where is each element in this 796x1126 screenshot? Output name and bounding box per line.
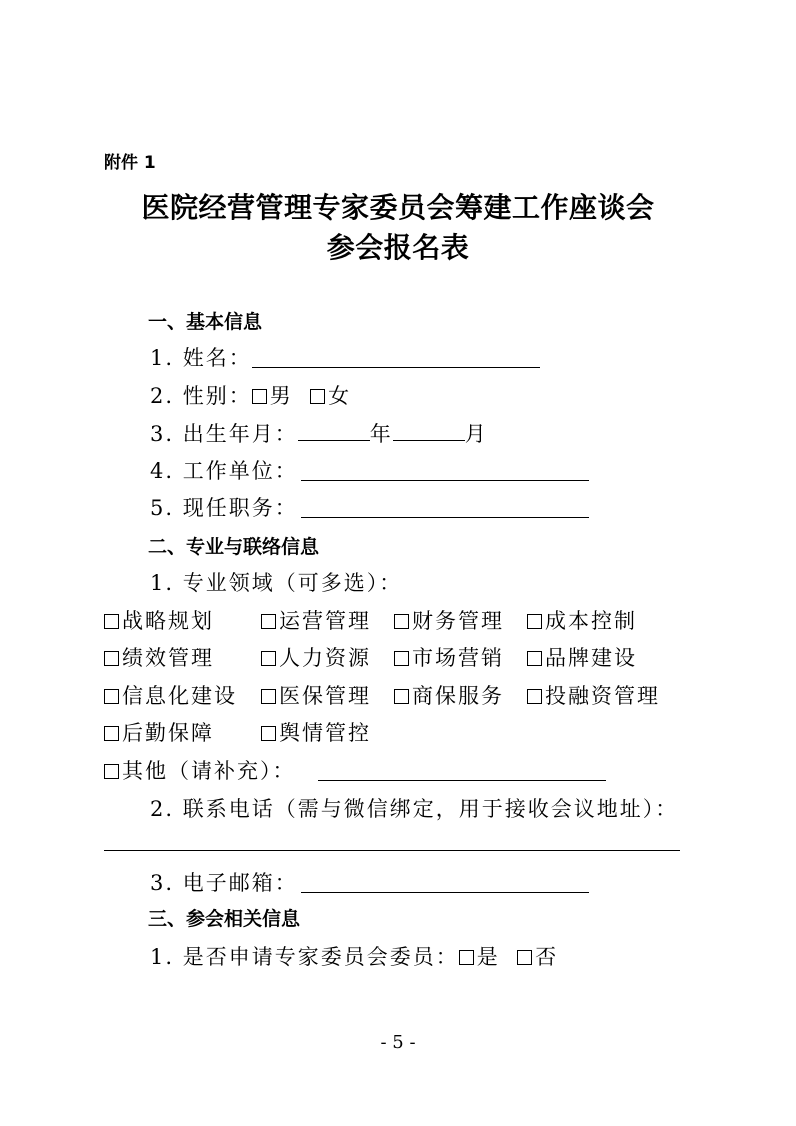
position-label: 5. 现任职务： [150, 496, 298, 520]
birth-row [150, 418, 488, 448]
other-input-line[interactable] [318, 760, 606, 781]
checkbox[interactable] [104, 614, 119, 629]
option-label: 市场营销 [412, 646, 504, 670]
checkbox[interactable] [261, 614, 276, 629]
gender-label: 2. 性别： [150, 384, 252, 408]
option-label: 品牌建设 [545, 646, 637, 670]
checkbox[interactable] [261, 726, 276, 741]
option-label: 战略规划 [122, 609, 214, 633]
checkbox-other[interactable] [104, 764, 119, 779]
option-marketing[interactable] [394, 642, 504, 672]
checkbox[interactable] [104, 651, 119, 666]
option-hr[interactable] [261, 642, 371, 672]
email-label: 3. 电子邮箱： [150, 871, 298, 895]
workplace-row [150, 455, 298, 485]
form-title-line1: 医院经营管理专家委员会筹建工作座谈会 [141, 191, 655, 224]
apply-yes-label: 是 [476, 945, 500, 969]
section-heading-professional-info: 二、专业与联络信息 [148, 536, 320, 558]
option-label: 成本控制 [545, 609, 637, 633]
position-input-line[interactable] [301, 497, 589, 518]
checkbox-female[interactable] [310, 389, 325, 404]
checkbox[interactable] [261, 689, 276, 704]
birth-year-unit: 年 [369, 422, 393, 446]
option-label: 信息化建设 [122, 684, 237, 708]
apply-no-label: 否 [535, 945, 559, 969]
checkbox[interactable] [527, 689, 542, 704]
checkbox-yes[interactable] [459, 950, 474, 965]
option-performance[interactable] [104, 642, 214, 672]
option-label: 财务管理 [412, 609, 504, 633]
option-public-opinion[interactable] [261, 717, 371, 747]
option-cost-control[interactable] [527, 605, 637, 635]
gender-female-label: 女 [328, 384, 352, 408]
option-label: 后勤保障 [122, 721, 214, 745]
name-input-line[interactable] [252, 347, 540, 368]
section-heading-basic-info: 一、基本信息 [148, 311, 263, 333]
option-it[interactable] [104, 680, 237, 710]
section-heading-attendance-info: 三、参会相关信息 [148, 908, 301, 930]
option-label: 运营管理 [279, 609, 371, 633]
checkbox[interactable] [527, 651, 542, 666]
option-finance[interactable] [394, 605, 504, 635]
name-row [150, 342, 252, 372]
birth-month-input-line[interactable] [393, 420, 465, 441]
checkbox[interactable] [527, 614, 542, 629]
apply-row [150, 941, 558, 971]
option-label: 舆情管控 [279, 721, 371, 745]
checkbox[interactable] [104, 689, 119, 704]
position-row [150, 492, 298, 522]
gender-male-label: 男 [269, 384, 293, 408]
option-label: 医保管理 [279, 684, 371, 708]
option-other [104, 755, 296, 785]
field-label: 1. 专业领域（可多选）： [150, 571, 403, 595]
page-number: - 5 - [380, 1032, 416, 1053]
checkbox-male[interactable] [252, 389, 267, 404]
checkbox[interactable] [394, 614, 409, 629]
option-investment[interactable] [527, 680, 660, 710]
option-label: 投融资管理 [545, 684, 660, 708]
birth-label: 3. 出生年月： [150, 422, 298, 446]
option-operations[interactable] [261, 605, 371, 635]
attachment-label: 附件 1 [104, 153, 156, 173]
apply-label: 1. 是否申请专家委员会委员： [150, 945, 459, 969]
option-label: 商保服务 [412, 684, 504, 708]
name-label: 1. 姓名： [150, 346, 252, 370]
birth-year-input-line[interactable] [298, 420, 370, 441]
email-row [150, 867, 298, 897]
option-label: 绩效管理 [122, 646, 214, 670]
option-branding[interactable] [527, 642, 637, 672]
gender-row [150, 380, 351, 410]
other-label: 其他（请补充）： [122, 759, 296, 783]
option-label: 人力资源 [279, 646, 371, 670]
checkbox[interactable] [104, 726, 119, 741]
email-input-line[interactable] [301, 872, 589, 893]
birth-month-unit: 月 [464, 422, 488, 446]
checkbox[interactable] [261, 651, 276, 666]
option-commercial-insurance[interactable] [394, 680, 504, 710]
option-logistics[interactable] [104, 717, 214, 747]
option-insurance[interactable] [261, 680, 371, 710]
form-title-line2: 参会报名表 [326, 231, 470, 264]
workplace-input-line[interactable] [301, 460, 589, 481]
phone-label: 2. 联系电话（需与微信绑定，用于接收会议地址）： [150, 797, 679, 821]
checkbox[interactable] [394, 689, 409, 704]
workplace-label: 4. 工作单位： [150, 459, 298, 483]
checkbox[interactable] [394, 651, 409, 666]
phone-input-line[interactable] [104, 850, 680, 851]
option-strategy[interactable] [104, 605, 214, 635]
checkbox-no[interactable] [517, 950, 532, 965]
